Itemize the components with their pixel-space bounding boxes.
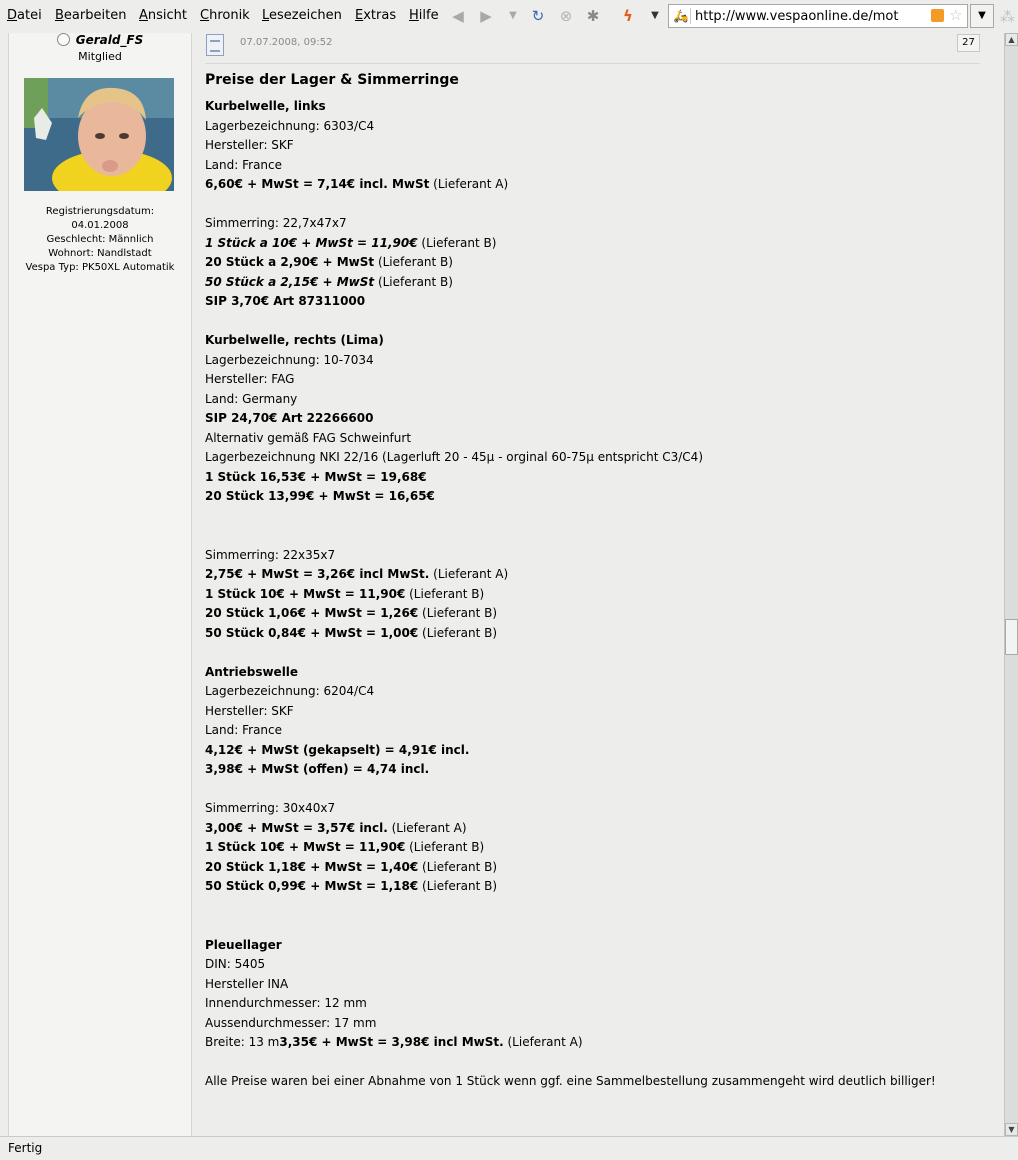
scroll-down-button[interactable]: ▼	[1005, 1123, 1018, 1136]
statusbar	[0, 1136, 1018, 1160]
post-text-segment: (Lieferant A)	[429, 567, 509, 581]
post-text-segment: Antriebswelle	[205, 664, 299, 679]
post-text-segment: Kurbelwelle, links	[205, 99, 326, 113]
post-line	[205, 351, 980, 371]
post-line	[205, 331, 980, 351]
online-status-icon	[57, 33, 70, 46]
menu-bearbeiten[interactable]	[55, 8, 126, 23]
post-line	[205, 1033, 980, 1053]
post-text-segment: Alternativ gemäß FAG Schweinfurt	[205, 430, 412, 445]
page-content	[0, 33, 1004, 1136]
post-text-segment: (Lieferant B)	[374, 274, 453, 289]
scroll-up-button[interactable]: ▲	[1005, 33, 1018, 46]
post-line	[205, 994, 980, 1014]
post-line	[205, 741, 980, 761]
post-text-segment: 1 Stück a 10€ + MwSt = 11,90€	[205, 235, 418, 250]
blank-line	[205, 312, 980, 332]
bolt-dropdown-icon[interactable]: ▼	[651, 10, 659, 21]
post-text-segment: 6,60€ + MwSt = 7,14€ incl. MwSt	[205, 177, 430, 191]
post-text-segment: Simmerring: 22,7x47x7	[205, 216, 347, 230]
post-line	[205, 292, 980, 312]
scroll-thumb[interactable]	[1005, 619, 1018, 655]
post-text-segment: Kurbelwelle, rechts (Lima)	[205, 333, 384, 347]
post-text-segment: 1 Stück 10€ + MwSt = 11,90€	[205, 840, 406, 854]
post-header	[205, 33, 980, 64]
rss-feed-icon[interactable]	[931, 9, 944, 22]
post-line	[205, 448, 980, 468]
post-text-segment: Land: France	[205, 723, 283, 737]
post-line	[205, 156, 980, 176]
url-dropdown-button[interactable]: ▼	[970, 4, 994, 28]
post-text-segment: 3,00€ + MwSt = 3,57€ incl.	[205, 820, 388, 835]
user-gender: Geschlecht: Männlich	[46, 234, 154, 245]
menu-hilfe[interactable]	[409, 8, 439, 23]
post-line	[205, 877, 980, 897]
post-line	[205, 799, 980, 819]
menu-label-rest: atei	[17, 8, 42, 23]
post-line	[205, 682, 980, 702]
blank-line	[205, 1053, 980, 1073]
post-line	[205, 565, 980, 585]
blank-line	[205, 916, 980, 936]
post-text-segment: (Lieferant B)	[405, 586, 485, 601]
site-icon: 🛵	[672, 8, 691, 24]
post-line	[205, 838, 980, 858]
post-text-segment: 1 Stück 16,53€ + MwSt = 19,68€	[205, 469, 427, 484]
post-text-segment: Simmerring: 22x35x7	[205, 547, 336, 562]
back-icon[interactable]: ◀	[452, 7, 464, 25]
post-line	[205, 819, 980, 839]
post-text-segment: 1 Stück 10€ + MwSt = 11,90€	[205, 586, 406, 601]
post-text-segment: Pleuellager	[205, 937, 282, 952]
blank-line	[205, 507, 980, 527]
post-line	[205, 409, 980, 429]
post-line	[205, 136, 980, 156]
post-text-segment: Alle Preise waren bei einer Abnahme von 1 Stück wenn ggf. eine Sammelbestellung zusammengeht wird deutlich billiger!	[205, 1074, 936, 1088]
post-text-segment: 20 Stück 1,18€ + MwSt = 1,40€	[205, 859, 419, 874]
post-text-segment: 50 Stück 0,99€ + MwSt = 1,18€	[205, 879, 419, 893]
menu-label-rest: esezeichen	[269, 8, 342, 23]
post-line	[205, 117, 980, 137]
avatar-image	[24, 78, 174, 191]
menubar	[0, 0, 1018, 34]
post-document-icon	[206, 34, 224, 56]
blank-line	[205, 897, 980, 917]
post-line	[205, 546, 980, 566]
post-text-segment: Land: Germany	[205, 391, 298, 406]
post-text-segment: Hersteller INA	[205, 976, 289, 991]
menu-accel-letter: D	[7, 8, 18, 23]
post-text-segment: Lagerbezeichnung: 10-7034	[205, 352, 374, 367]
post-text-segment: DIN: 5405	[205, 957, 266, 971]
post-text-segment: 50 Stück a 2,15€ + MwSt	[205, 274, 375, 289]
post-number[interactable]: 27	[957, 34, 980, 52]
menu-accel-letter: H	[409, 8, 419, 23]
post-text-segment: 3,98€ + MwSt (offen) = 4,74 incl.	[205, 762, 430, 776]
user-vespa-type: Vespa Typ: PK50XL Automatik	[25, 262, 175, 273]
post-line	[205, 760, 980, 780]
throbber-icon: ⁂	[1000, 8, 1015, 26]
menu-label-rest: ilfe	[418, 8, 439, 23]
registration-date: 04.01.2008	[71, 220, 129, 231]
post-line	[205, 175, 980, 195]
username-row	[9, 33, 191, 47]
post-line	[205, 721, 980, 741]
post-text-segment: Simmerring: 30x40x7	[205, 801, 336, 815]
post-line	[205, 955, 980, 975]
post-line	[205, 97, 980, 117]
menu-ansicht[interactable]	[139, 8, 187, 23]
menu-accel-letter: L	[262, 8, 270, 23]
blank-line	[205, 195, 980, 215]
menu-label-rest: xtras	[363, 8, 397, 23]
post-text-segment: (Lieferant B)	[374, 255, 453, 269]
bookmark-star-icon[interactable]: ☆	[949, 6, 963, 24]
user-info	[9, 205, 191, 275]
menu-accel-letter: A	[139, 8, 148, 23]
post-text-segment: (Lieferant A)	[503, 1035, 583, 1049]
post-text-segment: 20 Stück 13,99€ + MwSt = 16,65€	[205, 489, 435, 503]
post-text-segment: Lagerbezeichnung: 6204/C4	[205, 684, 375, 698]
post-line	[205, 273, 980, 293]
post-text-segment: Lagerbezeichnung NKI 22/16 (Lagerluft 20 - 45µ - orginal 60-75µ entspricht C3/C4)	[205, 450, 703, 464]
post-text-segment: Breite: 13 m	[205, 1035, 280, 1049]
post-title: Preise der Lager & Simmerringe	[205, 72, 459, 88]
post-line	[205, 429, 980, 449]
post-line	[205, 585, 980, 605]
post-text-segment: Land: France	[205, 157, 283, 172]
post-line	[205, 1014, 980, 1034]
post-text-segment: 3,35€ + MwSt = 3,98€ incl MwSt.	[279, 1035, 504, 1049]
post-text-segment: (Lieferant A)	[387, 820, 467, 835]
menu-extras[interactable]	[355, 8, 396, 23]
post-line	[205, 253, 980, 273]
post-line	[205, 1072, 980, 1092]
post-line	[205, 936, 980, 956]
post-line	[205, 390, 980, 410]
post-text-segment: 2,75€ + MwSt = 3,26€ incl MwSt.	[205, 567, 430, 581]
vertical-scrollbar[interactable]	[1004, 33, 1018, 1136]
addon-icon[interactable]: ✱	[586, 7, 600, 25]
post-line	[205, 858, 980, 878]
post-text-segment: 20 Stück a 2,90€ + MwSt	[205, 255, 375, 269]
post-text-segment: SIP 3,70€ Art 87311000	[205, 294, 366, 308]
history-dropdown-icon[interactable]: ▼	[509, 10, 517, 21]
post-text-segment: Hersteller: SKF	[205, 703, 294, 718]
post-date: 07.07.2008, 09:52	[240, 37, 333, 48]
bolt-icon[interactable]: ϟ	[623, 7, 633, 25]
post-text-segment: (Lieferant B)	[418, 859, 498, 874]
menu-accel-letter: B	[55, 8, 64, 23]
post-body	[205, 97, 980, 1092]
menu-datei[interactable]	[7, 8, 42, 23]
post-text-segment: 50 Stück 0,84€ + MwSt = 1,00€	[205, 625, 419, 640]
user-rank: Mitglied	[78, 50, 122, 63]
forward-icon[interactable]: ▶	[480, 7, 492, 25]
user-sidebar	[8, 33, 192, 1136]
post-line	[205, 370, 980, 390]
post-text-segment: (Lieferant B)	[418, 625, 498, 640]
post-line	[205, 468, 980, 488]
post-text-segment: 20 Stück 1,06€ + MwSt = 1,26€	[205, 606, 419, 620]
post-line	[205, 214, 980, 234]
post-text-segment: (Lieferant B)	[417, 235, 497, 250]
menu-lesezeichen[interactable]	[262, 8, 342, 23]
post-text-segment: Hersteller: FAG	[205, 372, 295, 386]
post-line	[205, 702, 980, 722]
post-text-segment: 4,12€ + MwSt (gekapselt) = 4,91€ incl.	[205, 742, 470, 757]
blank-line	[205, 643, 980, 663]
avatar[interactable]	[24, 78, 174, 191]
post-line	[205, 975, 980, 995]
registration-label: Registrierungsdatum:	[45, 206, 155, 217]
post-text-segment: Hersteller: SKF	[205, 138, 294, 152]
address-bar[interactable]	[668, 4, 968, 28]
post-text-segment: Lagerbezeichnung: 6303/C4	[205, 118, 375, 133]
user-location: Wohnort: Nandlstadt	[48, 248, 152, 259]
post-text-segment: Innendurchmesser: 12 mm	[205, 996, 367, 1010]
menu-label-rest: hronik	[209, 8, 250, 23]
post-text-segment: (Lieferant B)	[405, 840, 485, 854]
post-line	[205, 663, 980, 683]
post-line	[205, 624, 980, 644]
post-text-segment: SIP 24,70€ Art 22266600	[205, 411, 374, 425]
post-line	[205, 234, 980, 254]
stop-icon[interactable]: ⊗	[559, 7, 573, 25]
menu-accel-letter: C	[200, 8, 210, 23]
blank-line	[205, 526, 980, 546]
post-text-segment: (Lieferant B)	[418, 606, 498, 620]
post-text-segment: Aussendurchmesser: 17 mm	[205, 1015, 377, 1030]
post-line	[205, 487, 980, 507]
post-line	[205, 604, 980, 624]
blank-line	[205, 780, 980, 800]
menu-label-rest: nsicht	[147, 8, 188, 23]
url-input[interactable]	[695, 7, 899, 25]
status-text: Fertig	[8, 1141, 43, 1155]
username-link[interactable]: Gerald_FS	[75, 33, 144, 47]
post-text-segment: (Lieferant A)	[429, 177, 509, 191]
post-text-segment: (Lieferant B)	[418, 879, 498, 893]
menu-chronik[interactable]	[200, 8, 250, 23]
menu-label-rest: earbeiten	[63, 8, 127, 23]
reload-icon[interactable]: ↻	[531, 7, 545, 25]
menu-accel-letter: E	[355, 8, 364, 23]
